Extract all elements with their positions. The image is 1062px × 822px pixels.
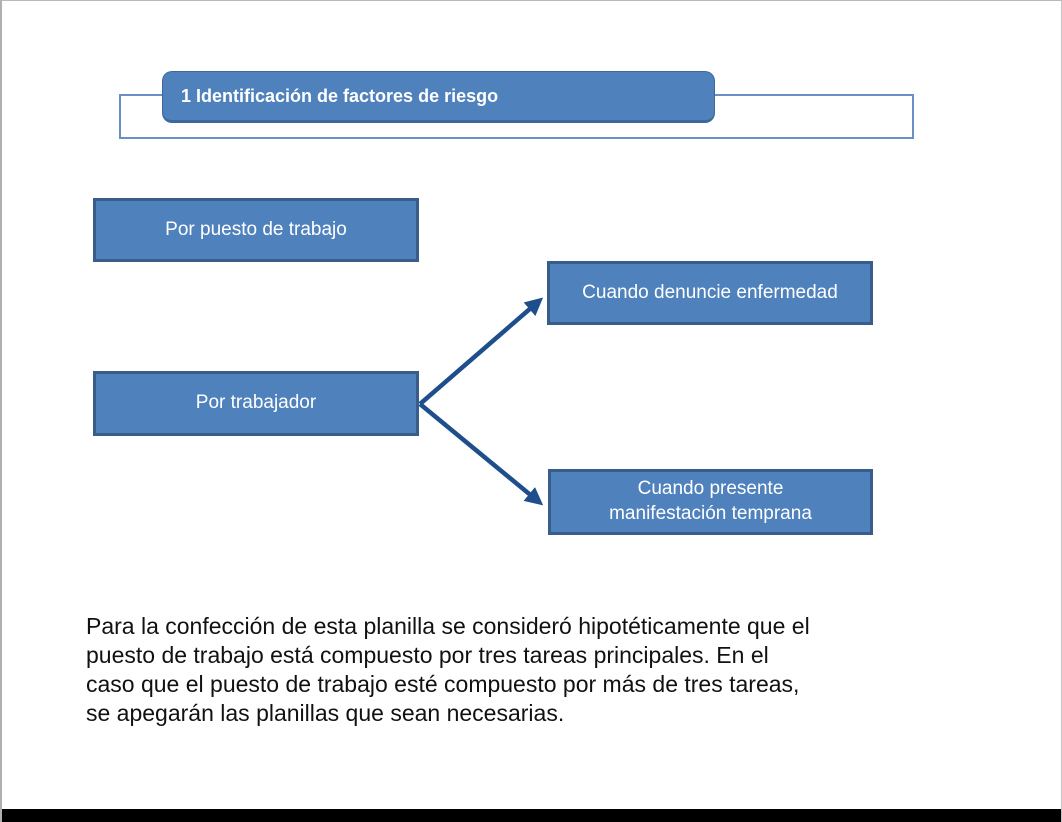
body-paragraph — [86, 612, 966, 728]
node-label-line1: Cuando presente — [637, 478, 784, 500]
section-header-box — [162, 71, 715, 123]
node-label: Por puesto de trabajo — [165, 218, 347, 240]
arrow-to-cuando-denuncie — [420, 301, 539, 404]
arrow-to-cuando-presente — [420, 404, 539, 502]
node-por-puesto-de-trabajo — [93, 198, 419, 262]
node-por-trabajador — [93, 371, 419, 436]
paragraph-line-3: caso que el puesto de trabajo esté compuesto por más de tres tareas, — [86, 671, 800, 697]
node-label: Cuando denuncie enfermedad — [582, 281, 838, 303]
bottom-black-bar — [2, 809, 1061, 822]
node-label: Por trabajador — [195, 392, 317, 414]
paragraph-line-4: se apegarán las planillas que sean necesarias. — [86, 700, 565, 726]
node-label-line2: manifestación temprana — [609, 503, 812, 524]
paragraph-line-2: puesto de trabajo está compuesto por tres tareas principales. En el — [86, 642, 769, 668]
node-cuando-presente-manifestacion — [548, 469, 873, 535]
paragraph-line-1: Para la confección de esta planilla se consideró hipotéticamente que el — [86, 613, 810, 639]
section-header-label: 1 Identificación de factores de riesgo — [181, 85, 499, 106]
node-cuando-denuncie-enfermedad — [547, 261, 873, 325]
